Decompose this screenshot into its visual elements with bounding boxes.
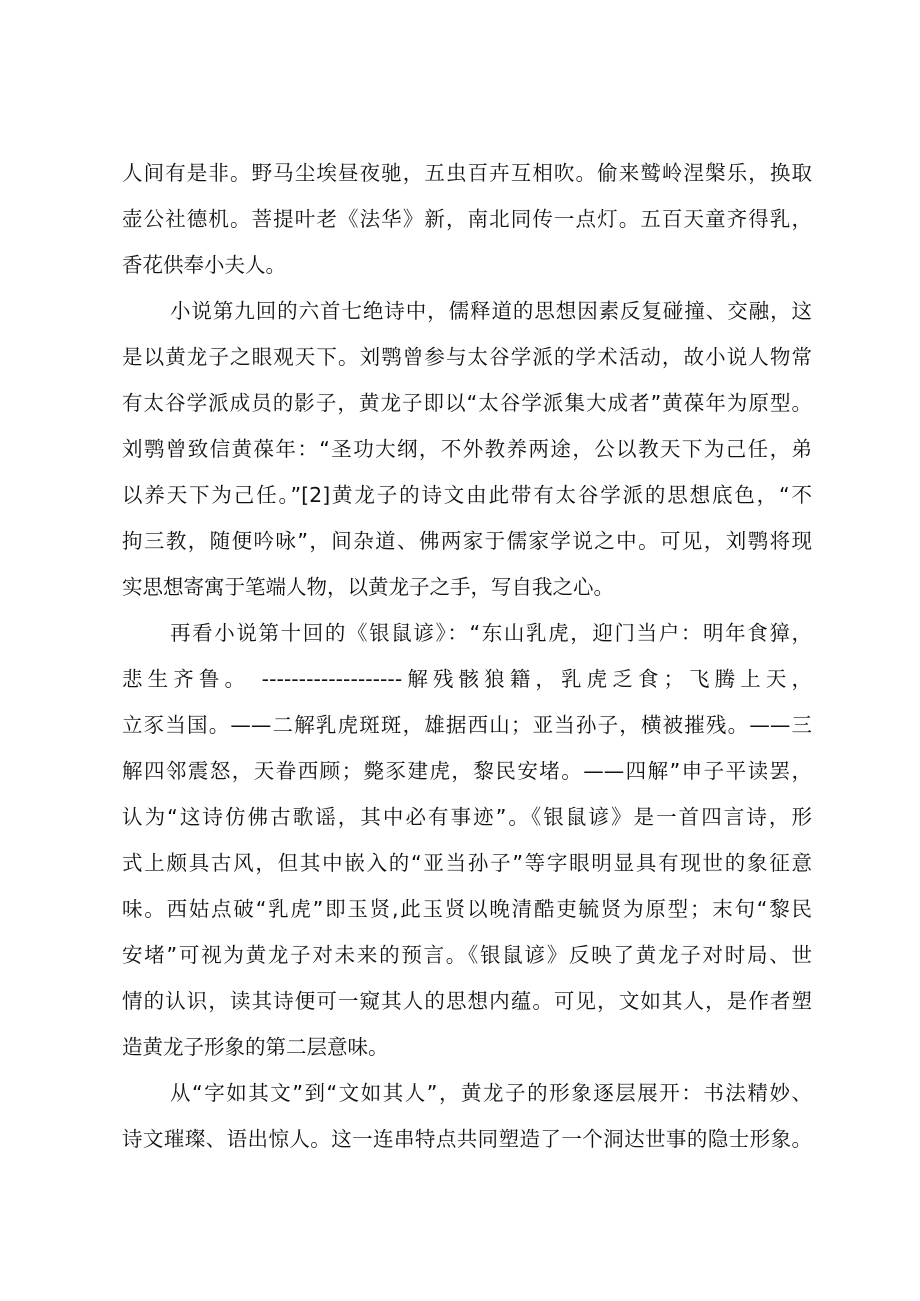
text-line: 解四邻震怒，天眷西顾；斃豕建虎，黎民安堵。——四解”申子平读罢， [122, 759, 812, 783]
paragraph-first-line: 从“字如其文”到“文如其人”，黄龙子的形象逐层展开：书法精妙、 [170, 1081, 812, 1105]
text-line: 认为“这诗仿佛古歌谣，其中必有事迹”。《银鼠谚》是一首四言诗，形 [122, 805, 812, 829]
paragraph-first-line: 小说第九回的六首七绝诗中，儒释道的思想因素反复碰撞、交融，这 [170, 299, 812, 323]
text-line: 安堵”可视为黄龙子对未来的预言。《银鼠谚》反映了黄龙子对时局、世 [122, 943, 812, 967]
text-line: 味。西姑点破“乳虎”即玉贤,此玉贤以晚清酷吏毓贤为原型；末句“黎民 [122, 897, 812, 921]
text-line: 悲生齐鲁。 -------------------解残骸狼籍，乳虎乏食；飞腾上天， [122, 667, 812, 691]
text-line: 实思想寄寓于笔端人物，以黄龙子之手，写自我之心。 [122, 575, 614, 599]
text-line: 造黄龙子形象的第二层意味。 [122, 1035, 389, 1059]
text-line: 人间有是非。野马尘埃昼夜驰，五虫百卉互相吹。偷来鹫岭涅槃乐，换取 [122, 161, 812, 185]
text-line: 壶公社德机。菩提叶老《法华》新，南北同传一点灯。五百天童齐得乳， [122, 207, 812, 231]
text-line: 有太谷学派成员的影子，黄龙子即以“太谷学派集大成者”黄葆年为原型。 [122, 391, 812, 415]
paragraph-first-line: 再看小说第十回的《银鼠谚》：“东山乳虎，迎门当户：明年食獐， [170, 621, 812, 645]
text-line: 是以黄龙子之眼观天下。刘鹗曾参与太谷学派的学术活动，故小说人物常 [122, 345, 812, 369]
text-line: 情的认识，读其诗便可一窥其人的思想内蕴。可见，文如其人，是作者塑 [122, 989, 812, 1013]
text-line: 诗文璀璨、语出惊人。这一连串特点共同塑造了一个洞达世事的隐士形象。 [122, 1127, 812, 1151]
text-line: 刘鹗曾致信黄葆年：“圣功大纲，不外教养两途，公以教天下为己任，弟 [122, 437, 812, 461]
text-line: 香花供奉小夫人。 [122, 253, 286, 277]
text-line: 拘三教，随便吟咏”，间杂道、佛两家于儒家学说之中。可见，刘鹗将现 [122, 529, 812, 553]
text-line: 式上颇具古风，但其中嵌入的“亚当孙子”等字眼明显具有现世的象征意 [122, 851, 812, 875]
body-text [122, 150, 812, 1162]
text-line: 立豕当国。——二解乳虎斑斑，雄据西山；亚当孙子，横被摧残。——三 [122, 713, 812, 737]
text-line: 以养天下为己任。”[2]黄龙子的诗文由此带有太谷学派的思想底色，“不 [122, 483, 812, 507]
